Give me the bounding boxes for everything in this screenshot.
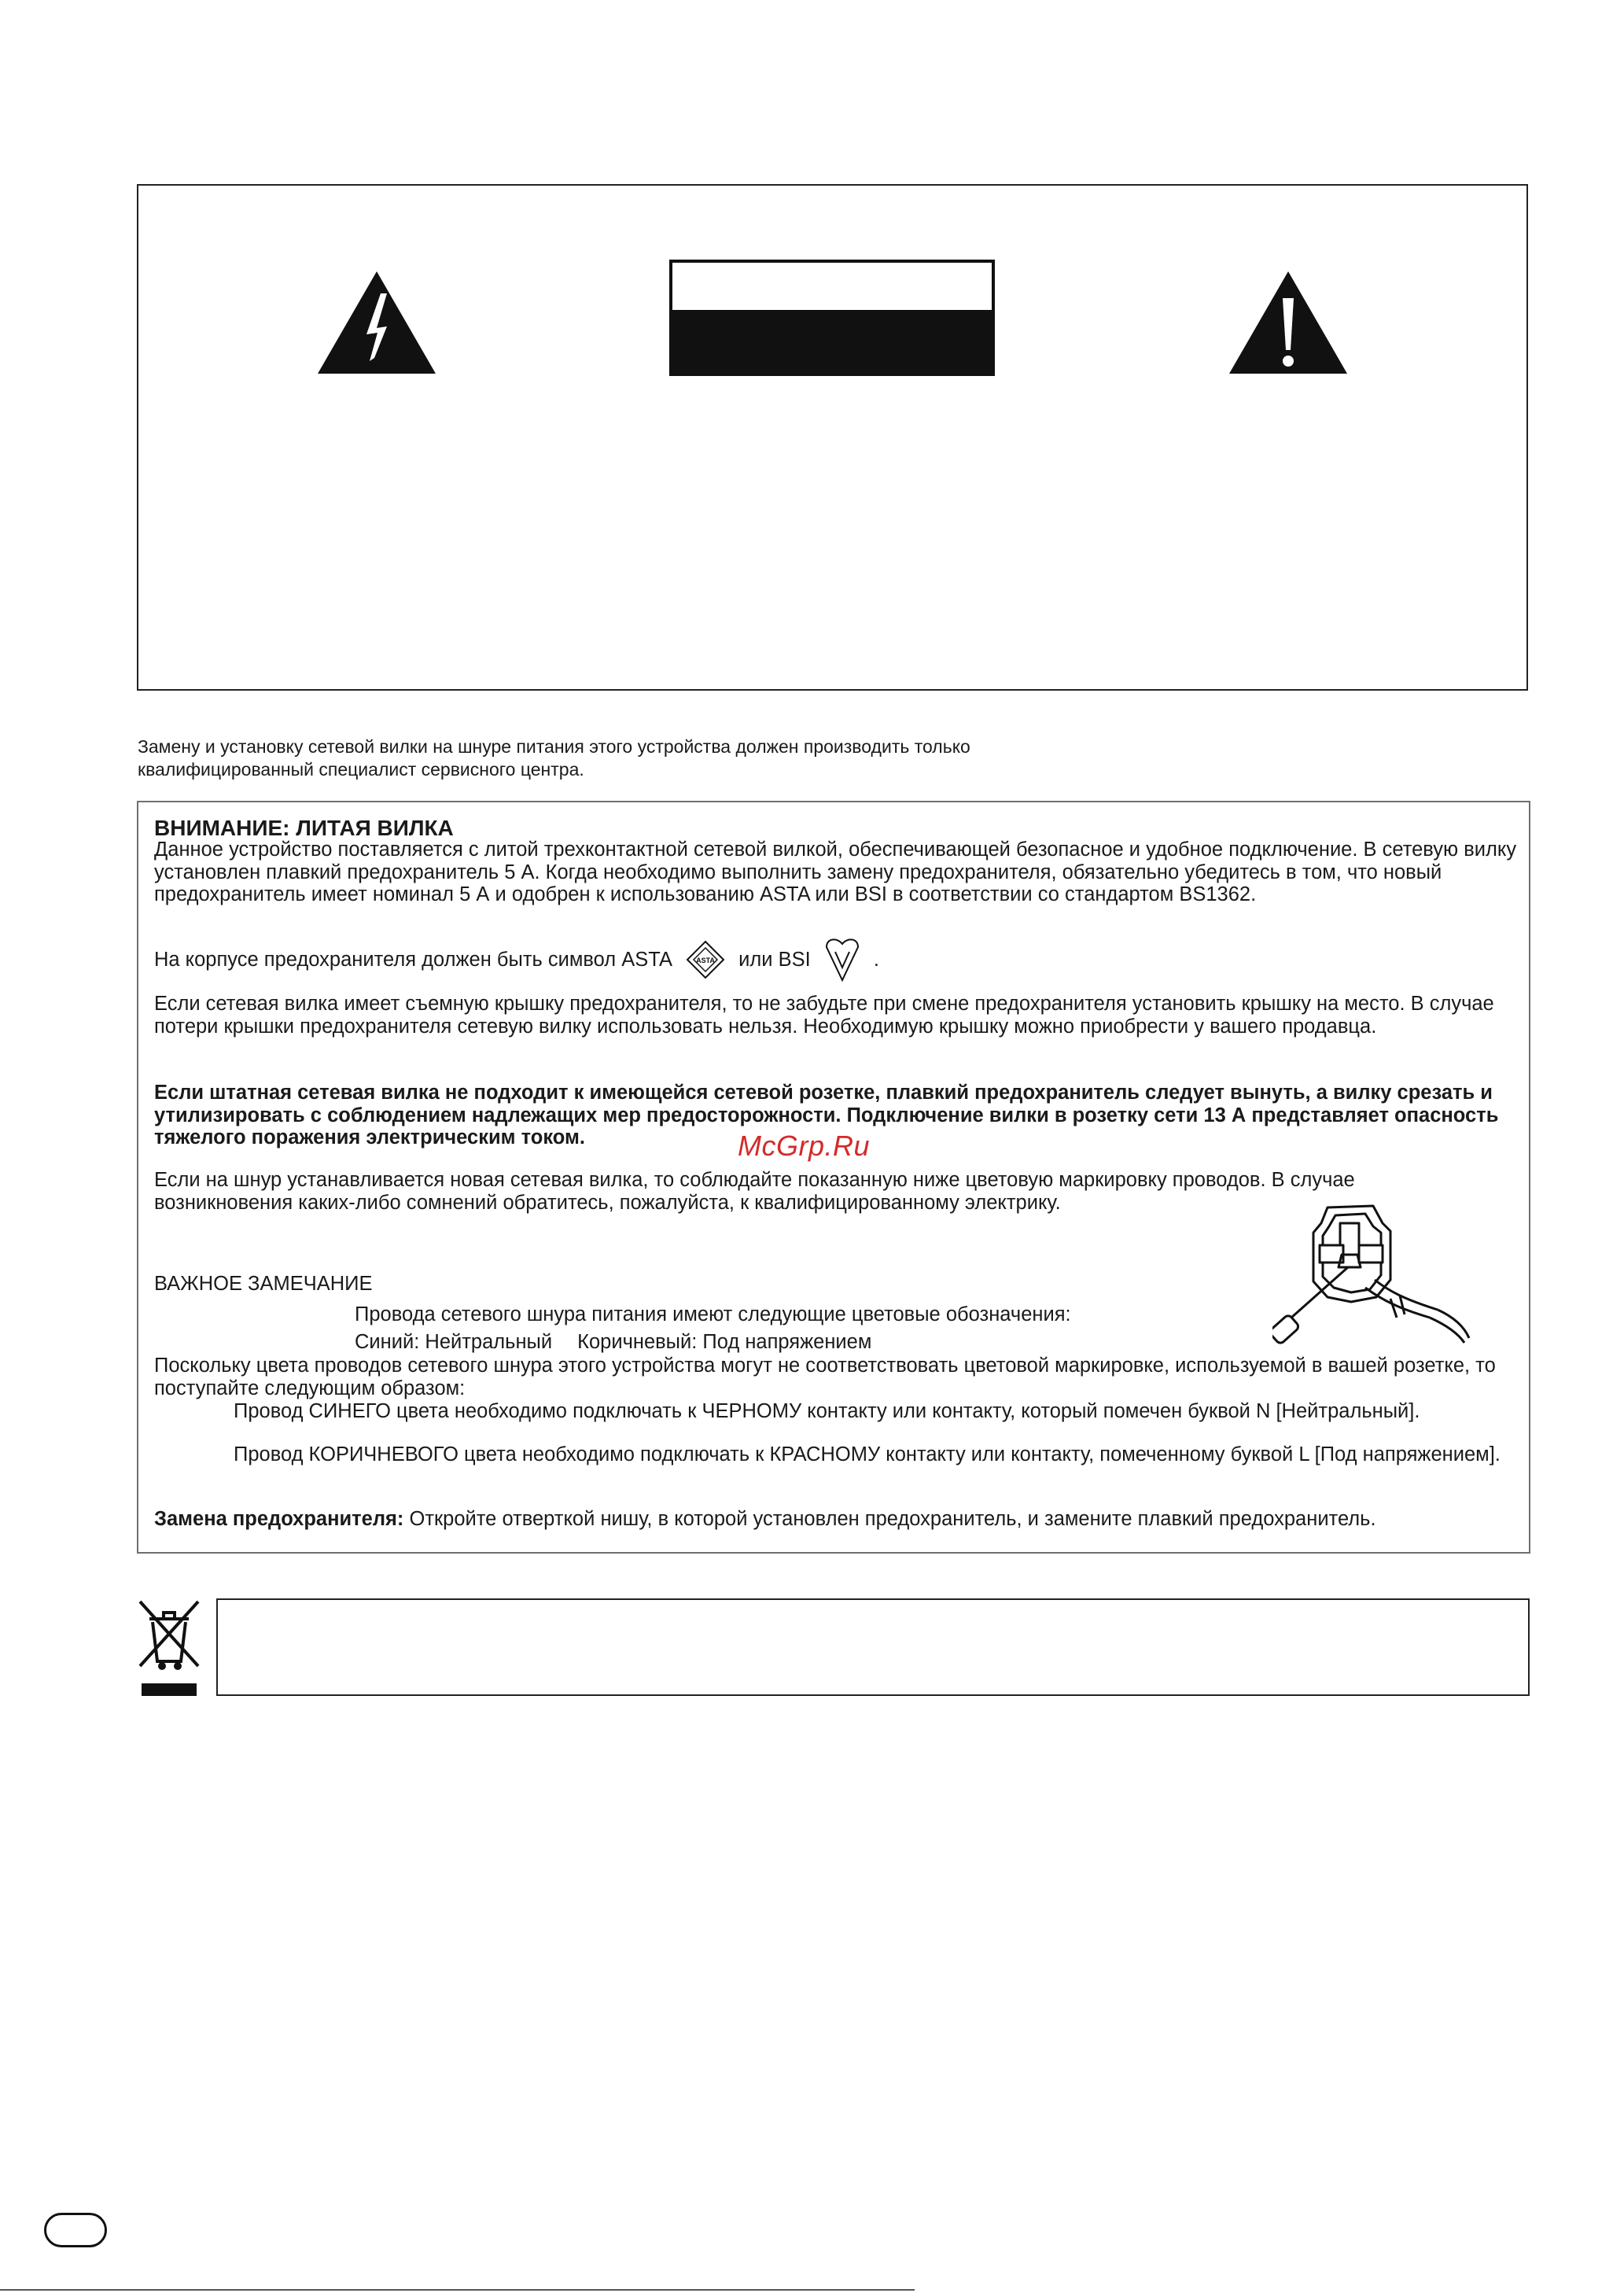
important-note-heading: ВАЖНОЕ ЗАМЕЧАНИЕ bbox=[154, 1273, 373, 1295]
moulded-plug-paragraph: Данное устройство поставляется с литой трехконтактной сетевой вилкой, обеспечивающей безопасное и удобное подключение. В сетевую вилку установлен плавкий предохранитель 5 А. Когда необходимо выполнить замену предохранителя, обязательно убедитесь в том, что новый предохранитель имеет номинал 5 А и одобрен к использованию ASTA или BSI в соответствии со стандартом BS1362. bbox=[154, 839, 1517, 905]
electric-shock-warning-icon bbox=[316, 270, 437, 375]
wire-brown-label: Коричневый: Под напряжением bbox=[577, 1331, 872, 1353]
weee-crossed-bin-icon bbox=[134, 1597, 204, 1699]
asta-symbol-icon bbox=[686, 940, 725, 979]
asta-symbol-text: ASTA bbox=[696, 957, 715, 964]
colour-mismatch-paragraph: Поскольку цвета проводов сетевого шнура этого устройства могут не соответствовать цветовой маркировке, используемой в вашей розетке, то поступайте следующим образом: bbox=[154, 1355, 1496, 1399]
plug-replacement-notice bbox=[138, 735, 1160, 781]
plug-fuse-illustration bbox=[1272, 1200, 1471, 1345]
wire-colour-intro: Провода сетевого шнура питания имеют следующие цветовые обозначения: bbox=[355, 1303, 1071, 1325]
page-language-tab bbox=[44, 2213, 107, 2247]
fuse-replacement-line bbox=[154, 1508, 1523, 1531]
notice-line: Замену и установку сетевой вилки на шнуре питания этого устройства должен производить только bbox=[138, 736, 970, 757]
fuse-cover-paragraph: Если сетевая вилка имеет съемную крышку предохранителя, то не забудьте при смене предохранителя установить крышку на место. В случае потери крышки предохранителя сетевую вилку использовать нельзя. Необходимую крышку можно приобрести у вашего продавца. bbox=[154, 993, 1494, 1038]
brown-wire-rule: Провод КОРИЧНЕВОГО цвета необходимо подключать к КРАСНОМУ контакту или контакту, помеченному буквой L [Под напряжением]. bbox=[234, 1443, 1501, 1465]
fuse-replacement-text: Откройте отверткой нишу, в которой установлен предохранитель, и замените плавкий предохранитель. bbox=[403, 1508, 1376, 1530]
caution-label bbox=[669, 260, 995, 376]
footer-rule bbox=[0, 2289, 915, 2291]
weee-text-box bbox=[216, 1598, 1530, 1696]
moulded-plug-title: ВНИМАНИЕ: ЛИТАЯ ВИЛКА bbox=[154, 816, 454, 840]
fuse-symbol-text: На корпусе предохранителя должен быть символ ASTA bbox=[154, 948, 672, 971]
blue-wire-rule: Провод СИНЕГО цвета необходимо подключать к ЧЕРНОМУ контакту или контакту, который помечен буквой N [Нейтральный]. bbox=[234, 1400, 1420, 1422]
bsi-kitemark-icon bbox=[824, 936, 860, 983]
fuse-symbol-text: . bbox=[873, 948, 879, 971]
exclamation-warning-icon bbox=[1228, 270, 1349, 375]
wire-colour-codes bbox=[355, 1331, 871, 1354]
wire-blue-label: Синий: Нейтральный bbox=[355, 1331, 553, 1353]
notice-line: квалифицированный специалист сервисного центра. bbox=[138, 759, 584, 780]
fuse-replacement-label: Замена предохранителя: bbox=[154, 1508, 404, 1530]
fuse-symbol-line bbox=[154, 936, 1523, 991]
fuse-symbol-text: или BSI bbox=[738, 948, 811, 971]
new-plug-paragraph: Если на шнур устанавливается новая сетевая вилка, то соблюдайте показанную ниже цветовую маркировку проводов. В случае возникновения каких-либо сомнений обратитесь, пожалуйста, к квалифицированному электрику. bbox=[154, 1169, 1355, 1214]
watermark: McGrp.Ru bbox=[738, 1130, 871, 1162]
cut-off-plug-warning: Если штатная сетевая вилка не подходит к имеющейся сетевой розетке, плавкий предохранитель следует вынуть, а вилку срезать и утилизировать с соблюдением надлежащих мер предосторожности. Подключение вилки в розетку сети 13 А представляет опасность тяжелого поражения электрическим током. bbox=[154, 1082, 1499, 1148]
